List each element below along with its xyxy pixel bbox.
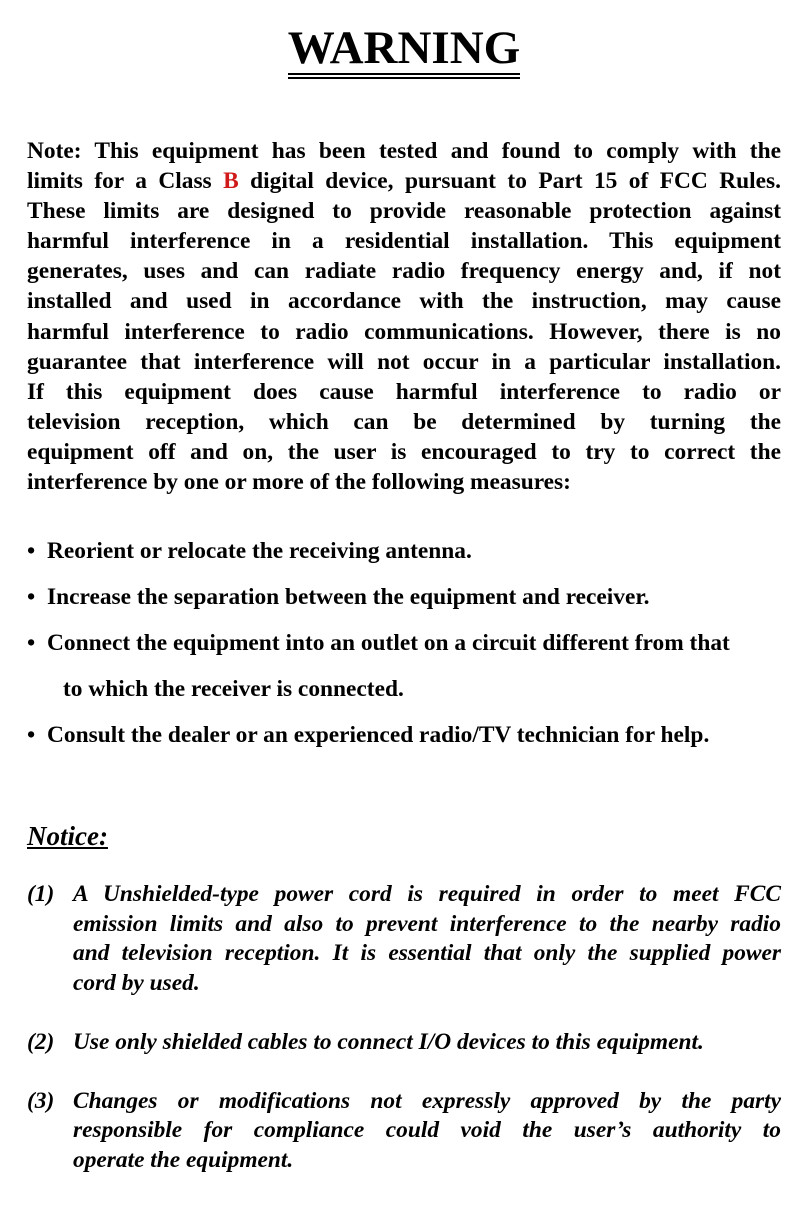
bullet-icon: • [27, 584, 36, 610]
notice-line: operate the equipment. [73, 1146, 294, 1173]
notice-line: emission limits and also to prevent interference to the nearby radio [73, 910, 781, 937]
note-line: interference by one or more of the following measures: [27, 469, 571, 496]
class-suffix: digital device, pursuant to Part 15 of FCC Rules. [250, 168, 781, 195]
note-line: equipment off and on, the user is encouraged to try to correct the [27, 438, 781, 465]
note-line: If this equipment does cause harmful interference to radio or [27, 378, 781, 405]
notice-item [27, 1028, 781, 1058]
notice-number: (1) [27, 881, 55, 907]
measure-continuation: to which the receiver is connected. [63, 676, 404, 702]
class-letter: B [223, 168, 239, 195]
list-item [27, 574, 787, 620]
bullet-icon: • [27, 630, 36, 656]
measures-list [27, 528, 787, 758]
note-line [27, 166, 781, 196]
note-line: generates, uses and can radiate radio frequency energy and, if not [27, 258, 781, 285]
class-prefix: limits for a Class [27, 168, 212, 195]
warning-heading: WARNING [287, 22, 521, 74]
measure-text: Reorient or relocate the receiving antenna. [47, 538, 472, 564]
measure-text: Consult the dealer or an experienced radio/TV technician for help. [47, 722, 710, 748]
measure-text: Connect the equipment into an outlet on a circuit different from that [47, 630, 730, 656]
notice-number: (3) [27, 1087, 55, 1114]
notice-text [73, 880, 781, 998]
notice-item [27, 1087, 781, 1176]
notice-list [27, 880, 781, 1205]
notice-line: cord by used. [73, 969, 200, 996]
note-line: television reception, which can be determined by turning the [27, 408, 781, 435]
notice-number: (2) [27, 1028, 55, 1055]
note-line: harmful interference in a residential installation. This equipment [27, 228, 781, 255]
fcc-note-paragraph [27, 136, 781, 497]
notice-text [73, 1028, 781, 1058]
note-line: harmful interference to radio communications. However, there is no [27, 318, 781, 345]
list-item [27, 620, 787, 712]
page-title [0, 22, 808, 75]
notice-line: Use only shielded cables to connect I/O devices to this equipment. [73, 1028, 704, 1055]
notice-heading: Notice: [27, 821, 108, 851]
note-line: guarantee that interference will not occur in a particular installation. [27, 348, 781, 375]
bullet-icon: • [27, 722, 36, 748]
notice-line: A Unshielded-type power cord is required in order to meet FCC [73, 881, 781, 907]
notice-line: Changes or modifications not expressly approved by the party [73, 1087, 781, 1114]
bullet-icon: • [27, 538, 36, 564]
notice-line: and television reception. It is essential that only the supplied power [73, 940, 781, 966]
notice-item [27, 880, 781, 998]
note-line: installed and used in accordance with the instruction, may cause [27, 288, 781, 315]
list-item [27, 528, 787, 574]
notice-text [73, 1087, 781, 1176]
measure-text: Increase the separation between the equipment and receiver. [47, 584, 650, 610]
note-line: These limits are designed to provide reasonable protection against [27, 198, 781, 225]
notice-line: responsible for compliance could void the user’s authority to [73, 1117, 781, 1143]
note-line: Note: This equipment has been tested and found to comply with the [27, 138, 781, 164]
list-item [27, 712, 787, 758]
